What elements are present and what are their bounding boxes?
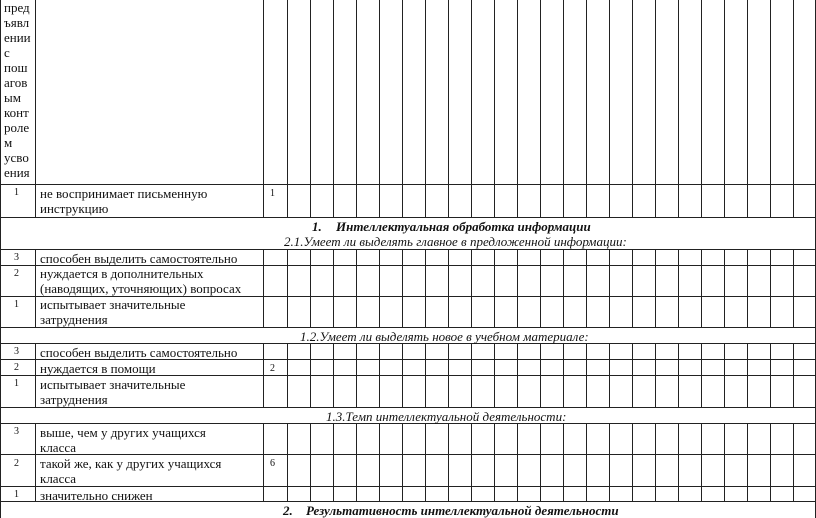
top-cell-line: ъявл (4, 15, 30, 30)
top-cell-line: агов (4, 75, 28, 90)
top-cell-line: с (4, 45, 10, 60)
top-cell-text (4, 0, 32, 180)
level-number: 2 (14, 362, 19, 373)
top-cell-line: пош (4, 60, 28, 75)
top-cell-line: конт (4, 105, 29, 120)
criterion-text: (наводящих, уточняющих) вопросах (40, 281, 242, 296)
criterion-text: выше, чем у других учащихся (40, 425, 206, 440)
level-number: 3 (14, 252, 19, 263)
criterion-text: нуждается в помощи (40, 361, 156, 376)
level-number: 1 (14, 489, 19, 500)
section-1-title: Интеллектуальная обработка информации (336, 219, 591, 234)
top-cell-line: ения (4, 165, 30, 180)
section-2-number: 2. (283, 503, 293, 518)
top-cell-line: роле (4, 120, 30, 135)
criterion-text: испытывает значительные (40, 297, 186, 312)
criterion-text: инструкцию (40, 201, 109, 216)
mark-value: 2 (270, 363, 275, 374)
level-number: 3 (14, 346, 19, 357)
criterion-text: нуждается в дополнительных (40, 266, 204, 281)
criterion-text: не воспринимает письменную (40, 186, 208, 201)
section-1-number: 1. (312, 219, 322, 234)
top-cell-line: м (4, 135, 13, 150)
criterion-text: способен выделить самостоятельно (40, 251, 238, 266)
criterion-text: класса (40, 471, 77, 486)
question-2-1: 2.1.Умеет ли выделять главное в предложенной информации: (284, 234, 627, 249)
criterion-text: значительно снижен (40, 488, 153, 503)
question-1-2: 1.2.Умеет ли выделять новое в учебном материале: (300, 329, 589, 344)
top-cell-line: ым (4, 90, 21, 105)
criterion-text: способен выделить самостоятельно (40, 345, 238, 360)
criterion-text: класса (40, 440, 77, 455)
section-2-title: Результативность интеллектуальной деятельности (306, 503, 619, 518)
top-cell-line: усво (4, 150, 29, 165)
mark-value: 6 (270, 458, 275, 469)
level-number: 1 (14, 299, 19, 310)
top-cell-line: пред (4, 0, 30, 15)
mark-value: 1 (270, 188, 275, 199)
level-number: 2 (14, 268, 19, 279)
criterion-text: испытывает значительные (40, 377, 186, 392)
top-cell-line: ении (4, 30, 31, 45)
level-number: 1 (14, 378, 19, 389)
level-number: 1 (14, 187, 19, 198)
criterion-text: такой же, как у других учащихся (40, 456, 222, 471)
criterion-text: затруднения (40, 312, 108, 327)
level-number: 3 (14, 426, 19, 437)
question-1-3: 1.3.Темп интеллектуальной деятельности: (326, 409, 567, 424)
level-number: 2 (14, 458, 19, 469)
criterion-text: затруднения (40, 392, 108, 407)
